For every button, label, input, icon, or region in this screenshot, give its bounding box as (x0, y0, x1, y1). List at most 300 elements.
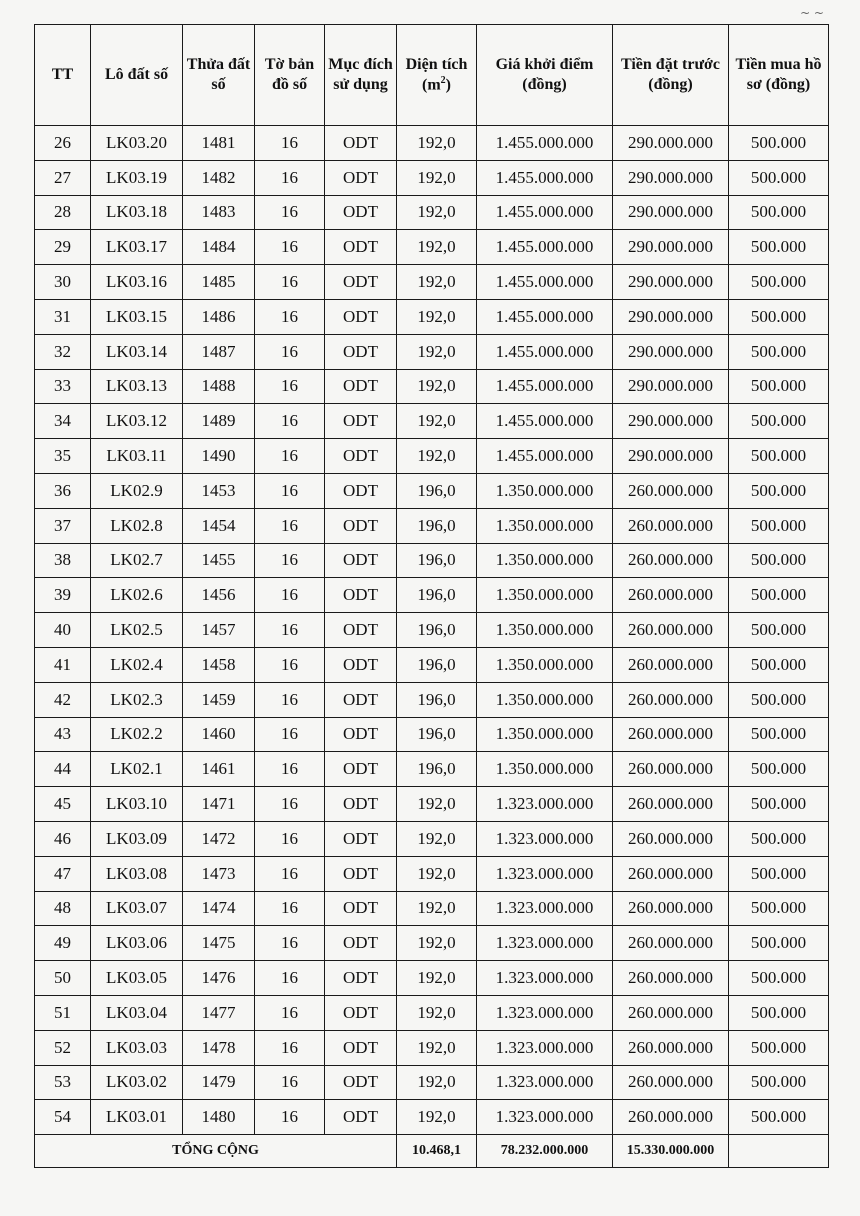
cell-lot: LK03.20 (91, 126, 183, 161)
table-row (35, 230, 829, 265)
cell-parcel: 1459 (183, 682, 255, 717)
table-footer (35, 1135, 829, 1168)
cell-start-price: 1.455.000.000 (477, 369, 613, 404)
cell-area: 192,0 (397, 856, 477, 891)
cell-map-sheet: 16 (255, 439, 325, 474)
cell-parcel: 1486 (183, 299, 255, 334)
cell-start-price: 1.350.000.000 (477, 752, 613, 787)
cell-lot: LK03.10 (91, 787, 183, 822)
table-body (35, 126, 829, 1135)
cell-deposit: 290.000.000 (613, 230, 729, 265)
cell-deposit: 290.000.000 (613, 299, 729, 334)
cell-tt: 32 (35, 334, 91, 369)
cell-deposit: 290.000.000 (613, 195, 729, 230)
cell-deposit: 290.000.000 (613, 160, 729, 195)
cell-dossier: 500.000 (729, 126, 829, 161)
cell-purpose: ODT (325, 299, 397, 334)
cell-start-price: 1.455.000.000 (477, 195, 613, 230)
cell-tt: 46 (35, 821, 91, 856)
cell-map-sheet: 16 (255, 1100, 325, 1135)
cell-tt: 50 (35, 961, 91, 996)
cell-lot: LK03.13 (91, 369, 183, 404)
table-row (35, 613, 829, 648)
cell-map-sheet: 16 (255, 265, 325, 300)
cell-parcel: 1456 (183, 578, 255, 613)
cell-map-sheet: 16 (255, 717, 325, 752)
cell-deposit: 260.000.000 (613, 926, 729, 961)
cell-map-sheet: 16 (255, 821, 325, 856)
cell-parcel: 1485 (183, 265, 255, 300)
cell-dossier: 500.000 (729, 543, 829, 578)
cell-parcel: 1483 (183, 195, 255, 230)
cell-purpose: ODT (325, 856, 397, 891)
cell-start-price: 1.350.000.000 (477, 578, 613, 613)
header-purpose: Mục đích sử dụng (325, 25, 397, 126)
cell-dossier: 500.000 (729, 334, 829, 369)
cell-area: 192,0 (397, 160, 477, 195)
cell-purpose: ODT (325, 195, 397, 230)
cell-dossier: 500.000 (729, 682, 829, 717)
cell-map-sheet: 16 (255, 682, 325, 717)
table-row (35, 299, 829, 334)
table-row (35, 578, 829, 613)
cell-dossier: 500.000 (729, 752, 829, 787)
cell-area: 192,0 (397, 821, 477, 856)
cell-tt: 47 (35, 856, 91, 891)
cell-purpose: ODT (325, 926, 397, 961)
cell-deposit: 260.000.000 (613, 613, 729, 648)
cell-purpose: ODT (325, 961, 397, 996)
table-row (35, 961, 829, 996)
cell-parcel: 1455 (183, 543, 255, 578)
cell-parcel: 1457 (183, 613, 255, 648)
cell-dossier: 500.000 (729, 717, 829, 752)
cell-map-sheet: 16 (255, 195, 325, 230)
cell-tt: 35 (35, 439, 91, 474)
cell-deposit: 260.000.000 (613, 508, 729, 543)
cell-start-price: 1.455.000.000 (477, 230, 613, 265)
cell-tt: 38 (35, 543, 91, 578)
cell-lot: LK03.08 (91, 856, 183, 891)
cell-area: 196,0 (397, 543, 477, 578)
cell-purpose: ODT (325, 613, 397, 648)
cell-purpose: ODT (325, 543, 397, 578)
cell-start-price: 1.350.000.000 (477, 508, 613, 543)
cell-area: 192,0 (397, 126, 477, 161)
table-row (35, 1030, 829, 1065)
cell-tt: 45 (35, 787, 91, 822)
cell-map-sheet: 16 (255, 891, 325, 926)
cell-deposit: 260.000.000 (613, 543, 729, 578)
cell-deposit: 260.000.000 (613, 1030, 729, 1065)
cell-purpose: ODT (325, 891, 397, 926)
cell-purpose: ODT (325, 995, 397, 1030)
cell-deposit: 260.000.000 (613, 473, 729, 508)
cell-area: 196,0 (397, 717, 477, 752)
cell-dossier: 500.000 (729, 961, 829, 996)
cell-tt: 28 (35, 195, 91, 230)
cell-dossier: 500.000 (729, 404, 829, 439)
cell-start-price: 1.350.000.000 (477, 543, 613, 578)
cell-map-sheet: 16 (255, 1030, 325, 1065)
header-area-unit-suffix: ) (445, 76, 451, 94)
cell-start-price: 1.323.000.000 (477, 1100, 613, 1135)
cell-deposit: 290.000.000 (613, 126, 729, 161)
cell-parcel: 1473 (183, 856, 255, 891)
cell-parcel: 1481 (183, 126, 255, 161)
cell-lot: LK03.03 (91, 1030, 183, 1065)
cell-parcel: 1471 (183, 787, 255, 822)
cell-lot: LK02.5 (91, 613, 183, 648)
cell-parcel: 1490 (183, 439, 255, 474)
cell-parcel: 1480 (183, 1100, 255, 1135)
cell-deposit: 260.000.000 (613, 682, 729, 717)
cell-start-price: 1.455.000.000 (477, 265, 613, 300)
cell-area: 196,0 (397, 613, 477, 648)
cell-start-price: 1.350.000.000 (477, 473, 613, 508)
cell-area: 196,0 (397, 647, 477, 682)
cell-lot: LK03.18 (91, 195, 183, 230)
cell-parcel: 1482 (183, 160, 255, 195)
table-row (35, 995, 829, 1030)
cell-dossier: 500.000 (729, 160, 829, 195)
cell-start-price: 1.350.000.000 (477, 717, 613, 752)
cell-tt: 52 (35, 1030, 91, 1065)
cell-purpose: ODT (325, 1030, 397, 1065)
header-dossier: Tiền mua hồ sơ (đồng) (729, 25, 829, 126)
cell-start-price: 1.455.000.000 (477, 299, 613, 334)
cell-deposit: 260.000.000 (613, 578, 729, 613)
cell-tt: 27 (35, 160, 91, 195)
table-row (35, 265, 829, 300)
cell-dossier: 500.000 (729, 891, 829, 926)
cell-deposit: 290.000.000 (613, 334, 729, 369)
cell-area: 192,0 (397, 1100, 477, 1135)
cell-start-price: 1.323.000.000 (477, 821, 613, 856)
cell-purpose: ODT (325, 126, 397, 161)
cell-start-price: 1.350.000.000 (477, 647, 613, 682)
cell-deposit: 260.000.000 (613, 995, 729, 1030)
cell-area: 196,0 (397, 682, 477, 717)
cell-area: 192,0 (397, 1030, 477, 1065)
cell-lot: LK03.06 (91, 926, 183, 961)
cell-purpose: ODT (325, 1100, 397, 1135)
cell-start-price: 1.350.000.000 (477, 682, 613, 717)
cell-purpose: ODT (325, 647, 397, 682)
cell-lot: LK03.19 (91, 160, 183, 195)
cell-purpose: ODT (325, 439, 397, 474)
cell-dossier: 500.000 (729, 926, 829, 961)
cell-start-price: 1.323.000.000 (477, 787, 613, 822)
cell-lot: LK03.16 (91, 265, 183, 300)
cell-lot: LK03.09 (91, 821, 183, 856)
cell-map-sheet: 16 (255, 961, 325, 996)
cell-start-price: 1.455.000.000 (477, 334, 613, 369)
cell-tt: 29 (35, 230, 91, 265)
total-area: 10.468,1 (397, 1135, 477, 1168)
cell-area: 192,0 (397, 1065, 477, 1100)
header-area-unit-prefix: (m (422, 76, 441, 94)
cell-deposit: 290.000.000 (613, 265, 729, 300)
cell-map-sheet: 16 (255, 230, 325, 265)
cell-deposit: 260.000.000 (613, 752, 729, 787)
cell-parcel: 1477 (183, 995, 255, 1030)
cell-map-sheet: 16 (255, 1065, 325, 1100)
cell-deposit: 260.000.000 (613, 1065, 729, 1100)
header-tt: TT (35, 25, 91, 126)
cell-dossier: 500.000 (729, 856, 829, 891)
cell-parcel: 1453 (183, 473, 255, 508)
cell-purpose: ODT (325, 160, 397, 195)
cell-tt: 26 (35, 126, 91, 161)
table-row (35, 752, 829, 787)
cell-area: 192,0 (397, 891, 477, 926)
cell-map-sheet: 16 (255, 404, 325, 439)
cell-start-price: 1.350.000.000 (477, 613, 613, 648)
cell-dossier: 500.000 (729, 473, 829, 508)
cell-dossier: 500.000 (729, 647, 829, 682)
cell-tt: 48 (35, 891, 91, 926)
cell-purpose: ODT (325, 752, 397, 787)
table-row (35, 1100, 829, 1135)
cell-start-price: 1.323.000.000 (477, 961, 613, 996)
cell-purpose: ODT (325, 230, 397, 265)
cell-map-sheet: 16 (255, 299, 325, 334)
cell-start-price: 1.455.000.000 (477, 126, 613, 161)
cell-dossier: 500.000 (729, 508, 829, 543)
cell-purpose: ODT (325, 717, 397, 752)
cell-tt: 40 (35, 613, 91, 648)
cell-map-sheet: 16 (255, 856, 325, 891)
cell-lot: LK02.9 (91, 473, 183, 508)
cell-dossier: 500.000 (729, 821, 829, 856)
table-row (35, 682, 829, 717)
cell-lot: LK03.04 (91, 995, 183, 1030)
cell-deposit: 260.000.000 (613, 961, 729, 996)
cell-map-sheet: 16 (255, 752, 325, 787)
cell-dossier: 500.000 (729, 995, 829, 1030)
cell-map-sheet: 16 (255, 578, 325, 613)
cell-dossier: 500.000 (729, 439, 829, 474)
table-row (35, 647, 829, 682)
table-row (35, 543, 829, 578)
cell-dossier: 500.000 (729, 1065, 829, 1100)
table-row (35, 439, 829, 474)
cell-tt: 51 (35, 995, 91, 1030)
cell-parcel: 1478 (183, 1030, 255, 1065)
cell-dossier: 500.000 (729, 195, 829, 230)
cell-parcel: 1472 (183, 821, 255, 856)
cell-purpose: ODT (325, 787, 397, 822)
cell-lot: LK03.07 (91, 891, 183, 926)
cell-deposit: 260.000.000 (613, 787, 729, 822)
cell-lot: LK03.14 (91, 334, 183, 369)
cell-map-sheet: 16 (255, 473, 325, 508)
table-row (35, 160, 829, 195)
cell-map-sheet: 16 (255, 613, 325, 648)
cell-tt: 34 (35, 404, 91, 439)
cell-area: 196,0 (397, 578, 477, 613)
land-auction-table (34, 24, 829, 1168)
cell-map-sheet: 16 (255, 647, 325, 682)
cell-lot: LK03.11 (91, 439, 183, 474)
cell-area: 192,0 (397, 195, 477, 230)
cell-dossier: 500.000 (729, 299, 829, 334)
cell-parcel: 1454 (183, 508, 255, 543)
cell-tt: 41 (35, 647, 91, 682)
cell-parcel: 1479 (183, 1065, 255, 1100)
cell-deposit: 260.000.000 (613, 1100, 729, 1135)
header-area (397, 25, 477, 126)
cell-map-sheet: 16 (255, 508, 325, 543)
table-row (35, 821, 829, 856)
cell-parcel: 1475 (183, 926, 255, 961)
cell-area: 192,0 (397, 995, 477, 1030)
cell-purpose: ODT (325, 578, 397, 613)
cell-deposit: 260.000.000 (613, 856, 729, 891)
cell-area: 192,0 (397, 299, 477, 334)
table-row (35, 891, 829, 926)
cell-area: 192,0 (397, 404, 477, 439)
table-row (35, 1065, 829, 1100)
cell-lot: LK02.8 (91, 508, 183, 543)
cell-purpose: ODT (325, 369, 397, 404)
cell-parcel: 1489 (183, 404, 255, 439)
table-row (35, 508, 829, 543)
cell-start-price: 1.323.000.000 (477, 891, 613, 926)
header-area-label: Diện tích (405, 55, 468, 73)
table-row (35, 717, 829, 752)
cell-dossier: 500.000 (729, 1100, 829, 1135)
header-map-sheet: Tờ bản đồ số (255, 25, 325, 126)
table-row (35, 404, 829, 439)
cell-lot: LK03.17 (91, 230, 183, 265)
cell-parcel: 1461 (183, 752, 255, 787)
cell-lot: LK03.01 (91, 1100, 183, 1135)
cell-area: 192,0 (397, 787, 477, 822)
cell-lot: LK03.12 (91, 404, 183, 439)
cell-purpose: ODT (325, 473, 397, 508)
cell-parcel: 1458 (183, 647, 255, 682)
cell-dossier: 500.000 (729, 1030, 829, 1065)
cell-map-sheet: 16 (255, 369, 325, 404)
cell-lot: LK02.7 (91, 543, 183, 578)
table-row (35, 473, 829, 508)
cell-start-price: 1.455.000.000 (477, 439, 613, 474)
cell-area: 192,0 (397, 961, 477, 996)
header-deposit: Tiền đặt trước (đồng) (613, 25, 729, 126)
table-row (35, 369, 829, 404)
cell-tt: 49 (35, 926, 91, 961)
cell-lot: LK02.3 (91, 682, 183, 717)
cell-tt: 42 (35, 682, 91, 717)
cell-purpose: ODT (325, 508, 397, 543)
table-row (35, 195, 829, 230)
table-row (35, 787, 829, 822)
cell-parcel: 1460 (183, 717, 255, 752)
cell-map-sheet: 16 (255, 160, 325, 195)
cell-lot: LK02.1 (91, 752, 183, 787)
header-start-price: Giá khởi điểm (đồng) (477, 25, 613, 126)
total-label: TỔNG CỘNG (35, 1135, 397, 1168)
cell-map-sheet: 16 (255, 126, 325, 161)
cell-deposit: 260.000.000 (613, 717, 729, 752)
cell-parcel: 1484 (183, 230, 255, 265)
cell-lot: LK03.02 (91, 1065, 183, 1100)
cell-deposit: 260.000.000 (613, 647, 729, 682)
header-lot: Lô đất số (91, 25, 183, 126)
total-row (35, 1135, 829, 1168)
table-row (35, 126, 829, 161)
cell-tt: 43 (35, 717, 91, 752)
cell-dossier: 500.000 (729, 369, 829, 404)
cell-start-price: 1.323.000.000 (477, 1065, 613, 1100)
cell-tt: 33 (35, 369, 91, 404)
table-row (35, 856, 829, 891)
cell-tt: 39 (35, 578, 91, 613)
cell-area: 192,0 (397, 334, 477, 369)
cell-area: 196,0 (397, 473, 477, 508)
cell-dossier: 500.000 (729, 613, 829, 648)
cell-start-price: 1.455.000.000 (477, 404, 613, 439)
cell-lot: LK03.05 (91, 961, 183, 996)
total-price: 78.232.000.000 (477, 1135, 613, 1168)
total-deposit: 15.330.000.000 (613, 1135, 729, 1168)
cell-tt: 31 (35, 299, 91, 334)
cell-start-price: 1.323.000.000 (477, 856, 613, 891)
header-area-unit-sup: 2 (440, 74, 446, 86)
table-header (35, 25, 829, 126)
cell-area: 192,0 (397, 230, 477, 265)
cell-lot: LK03.15 (91, 299, 183, 334)
cell-purpose: ODT (325, 682, 397, 717)
cell-lot: LK02.4 (91, 647, 183, 682)
cell-start-price: 1.323.000.000 (477, 1030, 613, 1065)
cell-start-price: 1.323.000.000 (477, 926, 613, 961)
cell-start-price: 1.323.000.000 (477, 995, 613, 1030)
cell-dossier: 500.000 (729, 230, 829, 265)
cell-dossier: 500.000 (729, 787, 829, 822)
cell-deposit: 290.000.000 (613, 404, 729, 439)
cell-lot: LK02.6 (91, 578, 183, 613)
total-dossier (729, 1135, 829, 1168)
cell-purpose: ODT (325, 334, 397, 369)
cell-dossier: 500.000 (729, 578, 829, 613)
cell-area: 192,0 (397, 439, 477, 474)
cell-area: 192,0 (397, 369, 477, 404)
cell-map-sheet: 16 (255, 334, 325, 369)
page-corner-mark: ~ ~ (800, 6, 824, 20)
cell-tt: 44 (35, 752, 91, 787)
cell-tt: 37 (35, 508, 91, 543)
cell-parcel: 1476 (183, 961, 255, 996)
cell-parcel: 1474 (183, 891, 255, 926)
cell-map-sheet: 16 (255, 926, 325, 961)
cell-map-sheet: 16 (255, 995, 325, 1030)
cell-purpose: ODT (325, 265, 397, 300)
cell-deposit: 290.000.000 (613, 439, 729, 474)
cell-area: 192,0 (397, 926, 477, 961)
cell-deposit: 290.000.000 (613, 369, 729, 404)
cell-lot: LK02.2 (91, 717, 183, 752)
cell-start-price: 1.455.000.000 (477, 160, 613, 195)
cell-area: 192,0 (397, 265, 477, 300)
cell-tt: 36 (35, 473, 91, 508)
cell-area: 196,0 (397, 508, 477, 543)
header-parcel: Thửa đất số (183, 25, 255, 126)
cell-purpose: ODT (325, 404, 397, 439)
table-row (35, 926, 829, 961)
